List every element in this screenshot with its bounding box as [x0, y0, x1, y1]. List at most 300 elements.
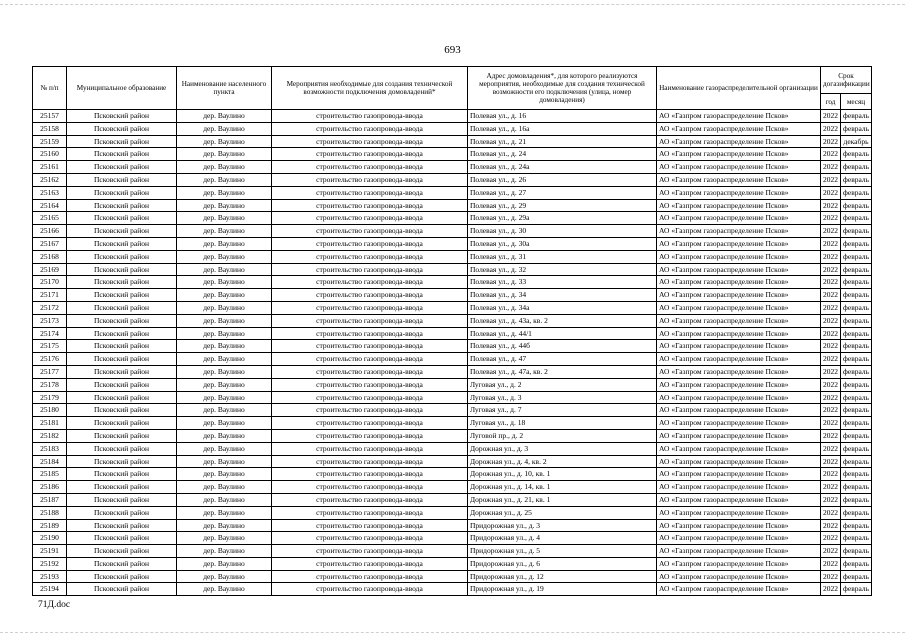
year-cell: 2022 [821, 186, 841, 199]
year-cell: 2022 [821, 583, 841, 596]
locality-cell: дер. Ваулино [177, 519, 272, 532]
table-row [33, 148, 872, 161]
table-row [33, 442, 872, 455]
table-row [33, 404, 872, 417]
month-cell: февраль [841, 212, 872, 225]
year-cell: 2022 [821, 327, 841, 340]
row-number: 25177 [33, 365, 67, 378]
locality-cell: дер. Ваулино [177, 237, 272, 250]
locality-cell: дер. Ваулино [177, 340, 272, 353]
activity-cell: строительство газопровода-ввода [272, 186, 468, 199]
organization-cell: АО «Газпром газораспределение Псков» [657, 237, 821, 250]
organization-cell: АО «Газпром газораспределение Псков» [657, 353, 821, 366]
year-cell: 2022 [821, 545, 841, 558]
activity-cell: строительство газопровода-ввода [272, 314, 468, 327]
year-cell: 2022 [821, 570, 841, 583]
table-row [33, 289, 872, 302]
row-number: 25162 [33, 173, 67, 186]
row-number: 25178 [33, 378, 67, 391]
locality-cell: дер. Ваулино [177, 263, 272, 276]
year-cell: 2022 [821, 442, 841, 455]
address-cell: Полевая ул., д. 33 [468, 276, 657, 289]
table-row [33, 161, 872, 174]
year-cell: 2022 [821, 263, 841, 276]
month-cell: февраль [841, 532, 872, 545]
organization-cell: АО «Газпром газораспределение Псков» [657, 404, 821, 417]
activity-cell: строительство газопровода-ввода [272, 481, 468, 494]
table-row [33, 353, 872, 366]
month-cell: февраль [841, 353, 872, 366]
table-row [33, 365, 872, 378]
activity-cell: строительство газопровода-ввода [272, 404, 468, 417]
page-number: 693 [444, 44, 461, 56]
year-cell: 2022 [821, 340, 841, 353]
organization-cell: АО «Газпром газораспределение Псков» [657, 583, 821, 596]
activity-cell: строительство газопровода-ввода [272, 199, 468, 212]
year-cell: 2022 [821, 378, 841, 391]
organization-cell: АО «Газпром газораспределение Псков» [657, 340, 821, 353]
municipality-cell: Псковский район [67, 199, 177, 212]
table-row [33, 250, 872, 263]
month-cell: февраль [841, 493, 872, 506]
locality-cell: дер. Ваулино [177, 199, 272, 212]
municipality-cell: Псковский район [67, 404, 177, 417]
activity-cell: строительство газопровода-ввода [272, 173, 468, 186]
address-cell: Придорожная ул., д. 5 [468, 545, 657, 558]
organization-cell: АО «Газпром газораспределение Псков» [657, 506, 821, 519]
organization-cell: АО «Газпром газораспределение Псков» [657, 429, 821, 442]
locality-cell: дер. Ваулино [177, 378, 272, 391]
year-cell: 2022 [821, 481, 841, 494]
table-row [33, 199, 872, 212]
address-cell: Придорожная ул., д. 3 [468, 519, 657, 532]
row-number: 25168 [33, 250, 67, 263]
municipality-cell: Псковский район [67, 110, 177, 123]
activity-cell: строительство газопровода-ввода [272, 365, 468, 378]
organization-cell: АО «Газпром газораспределение Псков» [657, 199, 821, 212]
address-cell: Полевая ул., д. 26 [468, 173, 657, 186]
row-number: 25194 [33, 583, 67, 596]
month-cell: февраль [841, 570, 872, 583]
row-number: 25173 [33, 314, 67, 327]
activity-cell: строительство газопровода-ввода [272, 519, 468, 532]
month-cell: февраль [841, 263, 872, 276]
organization-cell: АО «Газпром газораспределение Псков» [657, 212, 821, 225]
table-row [33, 506, 872, 519]
row-number: 25170 [33, 276, 67, 289]
activity-cell: строительство газопровода-ввода [272, 557, 468, 570]
address-cell: Луговой пр., д. 2 [468, 429, 657, 442]
header-num: № п/п [33, 67, 67, 110]
table-row [33, 276, 872, 289]
year-cell: 2022 [821, 365, 841, 378]
year-cell: 2022 [821, 455, 841, 468]
municipality-cell: Псковский район [67, 557, 177, 570]
organization-cell: АО «Газпром газораспределение Псков» [657, 365, 821, 378]
locality-cell: дер. Ваулино [177, 161, 272, 174]
municipality-cell: Псковский район [67, 493, 177, 506]
organization-cell: АО «Газпром газораспределение Псков» [657, 186, 821, 199]
month-cell: февраль [841, 110, 872, 123]
month-cell: февраль [841, 340, 872, 353]
year-cell: 2022 [821, 391, 841, 404]
activity-cell: строительство газопровода-ввода [272, 570, 468, 583]
table-row [33, 532, 872, 545]
activity-cell: строительство газопровода-ввода [272, 237, 468, 250]
activity-cell: строительство газопровода-ввода [272, 417, 468, 430]
month-cell: февраль [841, 481, 872, 494]
table-row [33, 481, 872, 494]
address-cell: Луговая ул., д. 2 [468, 378, 657, 391]
municipality-cell: Псковский район [67, 135, 177, 148]
municipality-cell: Псковский район [67, 442, 177, 455]
year-cell: 2022 [821, 173, 841, 186]
row-number: 25164 [33, 199, 67, 212]
address-cell: Луговая ул., д. 7 [468, 404, 657, 417]
locality-cell: дер. Ваулино [177, 365, 272, 378]
locality-cell: дер. Ваулино [177, 173, 272, 186]
row-number: 25188 [33, 506, 67, 519]
address-cell: Полевая ул., д. 44/1 [468, 327, 657, 340]
table-row [33, 135, 872, 148]
organization-cell: АО «Газпром газораспределение Псков» [657, 276, 821, 289]
row-number: 25169 [33, 263, 67, 276]
address-cell: Придорожная ул., д. 12 [468, 570, 657, 583]
month-cell: февраль [841, 173, 872, 186]
activity-cell: строительство газопровода-ввода [272, 327, 468, 340]
municipality-cell: Псковский район [67, 122, 177, 135]
locality-cell: дер. Ваулино [177, 122, 272, 135]
year-cell: 2022 [821, 417, 841, 430]
row-number: 25160 [33, 148, 67, 161]
year-cell: 2022 [821, 493, 841, 506]
organization-cell: АО «Газпром газораспределение Псков» [657, 148, 821, 161]
municipality-cell: Псковский район [67, 455, 177, 468]
organization-cell: АО «Газпром газораспределение Псков» [657, 481, 821, 494]
municipality-cell: Псковский район [67, 378, 177, 391]
table-row [33, 186, 872, 199]
organization-cell: АО «Газпром газораспределение Псков» [657, 391, 821, 404]
table-row [33, 455, 872, 468]
row-number: 25191 [33, 545, 67, 558]
locality-cell: дер. Ваулино [177, 135, 272, 148]
municipality-cell: Псковский район [67, 583, 177, 596]
locality-cell: дер. Ваулино [177, 583, 272, 596]
municipality-cell: Псковский район [67, 161, 177, 174]
activity-cell: строительство газопровода-ввода [272, 455, 468, 468]
activity-cell: строительство газопровода-ввода [272, 135, 468, 148]
activity-cell: строительство газопровода-ввода [272, 289, 468, 302]
address-cell: Полевая ул., д. 30 [468, 225, 657, 238]
table-row [33, 301, 872, 314]
locality-cell: дер. Ваулино [177, 212, 272, 225]
municipality-cell: Псковский район [67, 301, 177, 314]
table-row [33, 212, 872, 225]
row-number: 25179 [33, 391, 67, 404]
address-cell: Придорожная ул., д. 6 [468, 557, 657, 570]
row-number: 25166 [33, 225, 67, 238]
locality-cell: дер. Ваулино [177, 225, 272, 238]
table-row [33, 314, 872, 327]
year-cell: 2022 [821, 110, 841, 123]
row-number: 25175 [33, 340, 67, 353]
header-term: Срок догазификации [821, 67, 872, 94]
month-cell: февраль [841, 365, 872, 378]
municipality-cell: Псковский район [67, 237, 177, 250]
municipality-cell: Псковский район [67, 276, 177, 289]
municipality-cell: Псковский район [67, 545, 177, 558]
month-cell: февраль [841, 122, 872, 135]
organization-cell: АО «Газпром газораспределение Псков» [657, 378, 821, 391]
address-cell: Полевая ул., д. 47а, кв. 2 [468, 365, 657, 378]
locality-cell: дер. Ваулино [177, 327, 272, 340]
month-cell: февраль [841, 314, 872, 327]
year-cell: 2022 [821, 148, 841, 161]
address-cell: Придорожная ул., д. 4 [468, 532, 657, 545]
row-number: 25190 [33, 532, 67, 545]
month-cell: февраль [841, 327, 872, 340]
month-cell: февраль [841, 250, 872, 263]
activity-cell: строительство газопровода-ввода [272, 225, 468, 238]
year-cell: 2022 [821, 429, 841, 442]
month-cell: февраль [841, 225, 872, 238]
activity-cell: строительство газопровода-ввода [272, 340, 468, 353]
locality-cell: дер. Ваулино [177, 110, 272, 123]
row-number: 25158 [33, 122, 67, 135]
activity-cell: строительство газопровода-ввода [272, 545, 468, 558]
municipality-cell: Псковский район [67, 263, 177, 276]
month-cell: февраль [841, 557, 872, 570]
month-cell: февраль [841, 301, 872, 314]
month-cell: февраль [841, 429, 872, 442]
month-cell: февраль [841, 583, 872, 596]
row-number: 25167 [33, 237, 67, 250]
organization-cell: АО «Газпром газораспределение Псков» [657, 122, 821, 135]
activity-cell: строительство газопровода-ввода [272, 583, 468, 596]
row-number: 25180 [33, 404, 67, 417]
organization-cell: АО «Газпром газораспределение Псков» [657, 110, 821, 123]
table-row [33, 225, 872, 238]
month-cell: февраль [841, 276, 872, 289]
row-number: 25174 [33, 327, 67, 340]
row-number: 25184 [33, 455, 67, 468]
table-row [33, 583, 872, 596]
municipality-cell: Псковский район [67, 225, 177, 238]
activity-cell: строительство газопровода-ввода [272, 532, 468, 545]
header-locality: Наименование населенного пункта [177, 67, 272, 110]
month-cell: февраль [841, 161, 872, 174]
locality-cell: дер. Ваулино [177, 481, 272, 494]
year-cell: 2022 [821, 557, 841, 570]
address-cell: Придорожная ул., д. 19 [468, 583, 657, 596]
row-number: 25187 [33, 493, 67, 506]
locality-cell: дер. Ваулино [177, 353, 272, 366]
table-row [33, 110, 872, 123]
row-number: 25172 [33, 301, 67, 314]
address-cell: Полевая ул., д. 34 [468, 289, 657, 302]
activity-cell: строительство газопровода-ввода [272, 506, 468, 519]
month-cell: февраль [841, 237, 872, 250]
row-number: 25165 [33, 212, 67, 225]
organization-cell: АО «Газпром газораспределение Псков» [657, 493, 821, 506]
activity-cell: строительство газопровода-ввода [272, 493, 468, 506]
activity-cell: строительство газопровода-ввода [272, 468, 468, 481]
municipality-cell: Псковский район [67, 365, 177, 378]
month-cell: февраль [841, 519, 872, 532]
municipality-cell: Псковский район [67, 570, 177, 583]
organization-cell: АО «Газпром газораспределение Псков» [657, 570, 821, 583]
header-organization: Наименование газораспределительной организации [657, 67, 821, 110]
address-cell: Полевая ул., д. 24 [468, 148, 657, 161]
municipality-cell: Псковский район [67, 212, 177, 225]
header-year: год [821, 94, 841, 110]
year-cell: 2022 [821, 212, 841, 225]
table-row [33, 237, 872, 250]
year-cell: 2022 [821, 199, 841, 212]
row-number: 25185 [33, 468, 67, 481]
scan-edge-top [0, 4, 905, 6]
year-cell: 2022 [821, 301, 841, 314]
table-body [33, 110, 872, 596]
activity-cell: строительство газопровода-ввода [272, 429, 468, 442]
row-number: 25159 [33, 135, 67, 148]
activity-cell: строительство газопровода-ввода [272, 263, 468, 276]
activity-cell: строительство газопровода-ввода [272, 161, 468, 174]
locality-cell: дер. Ваулино [177, 532, 272, 545]
row-number: 25163 [33, 186, 67, 199]
year-cell: 2022 [821, 353, 841, 366]
locality-cell: дер. Ваулино [177, 570, 272, 583]
activity-cell: строительство газопровода-ввода [272, 276, 468, 289]
year-cell: 2022 [821, 404, 841, 417]
locality-cell: дер. Ваулино [177, 250, 272, 263]
table-row [33, 378, 872, 391]
table-row [33, 468, 872, 481]
address-cell: Луговая ул., д. 3 [468, 391, 657, 404]
organization-cell: АО «Газпром газораспределение Псков» [657, 173, 821, 186]
header-activity: Мероприятия необходимые для создания технической возможности подключения домовладений* [272, 67, 468, 110]
activity-cell: строительство газопровода-ввода [272, 110, 468, 123]
municipality-cell: Псковский район [67, 340, 177, 353]
municipality-cell: Псковский район [67, 148, 177, 161]
address-cell: Луговая ул., д. 18 [468, 417, 657, 430]
address-cell: Полевая ул., д. 47 [468, 353, 657, 366]
locality-cell: дер. Ваулино [177, 404, 272, 417]
year-cell: 2022 [821, 237, 841, 250]
activity-cell: строительство газопровода-ввода [272, 212, 468, 225]
municipality-cell: Псковский район [67, 173, 177, 186]
table-row [33, 327, 872, 340]
organization-cell: АО «Газпром газораспределение Псков» [657, 250, 821, 263]
locality-cell: дер. Ваулино [177, 301, 272, 314]
table-row [33, 545, 872, 558]
address-cell: Полевая ул., д. 32 [468, 263, 657, 276]
locality-cell: дер. Ваулино [177, 506, 272, 519]
locality-cell: дер. Ваулино [177, 557, 272, 570]
locality-cell: дер. Ваулино [177, 289, 272, 302]
year-cell: 2022 [821, 161, 841, 174]
organization-cell: АО «Газпром газораспределение Псков» [657, 263, 821, 276]
month-cell: февраль [841, 417, 872, 430]
organization-cell: АО «Газпром газораспределение Псков» [657, 455, 821, 468]
municipality-cell: Псковский район [67, 429, 177, 442]
municipality-cell: Псковский район [67, 289, 177, 302]
year-cell: 2022 [821, 250, 841, 263]
municipality-cell: Псковский район [67, 481, 177, 494]
locality-cell: дер. Ваулино [177, 468, 272, 481]
organization-cell: АО «Газпром газораспределение Псков» [657, 532, 821, 545]
locality-cell: дер. Ваулино [177, 314, 272, 327]
address-cell: Полевая ул., д. 24а [468, 161, 657, 174]
municipality-cell: Псковский район [67, 468, 177, 481]
month-cell: декабрь [841, 135, 872, 148]
address-cell: Дорожная ул., д. 21, кв. 1 [468, 493, 657, 506]
activity-cell: строительство газопровода-ввода [272, 378, 468, 391]
month-cell: февраль [841, 289, 872, 302]
locality-cell: дер. Ваулино [177, 493, 272, 506]
municipality-cell: Псковский район [67, 186, 177, 199]
locality-cell: дер. Ваулино [177, 186, 272, 199]
address-cell: Полевая ул., д. 29а [468, 212, 657, 225]
organization-cell: АО «Газпром газораспределение Псков» [657, 225, 821, 238]
address-cell: Полевая ул., д. 16а [468, 122, 657, 135]
month-cell: февраль [841, 391, 872, 404]
activity-cell: строительство газопровода-ввода [272, 301, 468, 314]
gasification-table [32, 66, 872, 596]
municipality-cell: Псковский район [67, 327, 177, 340]
month-cell: февраль [841, 199, 872, 212]
month-cell: февраль [841, 404, 872, 417]
year-cell: 2022 [821, 225, 841, 238]
footer-filename: 71Д.doc [38, 600, 71, 610]
organization-cell: АО «Газпром газораспределение Псков» [657, 314, 821, 327]
address-cell: Полевая ул., д. 44б [468, 340, 657, 353]
table-row [33, 417, 872, 430]
address-cell: Дорожная ул., д. 3 [468, 442, 657, 455]
activity-cell: строительство газопровода-ввода [272, 353, 468, 366]
row-number: 25192 [33, 557, 67, 570]
address-cell: Дорожная ул., д. 25 [468, 506, 657, 519]
activity-cell: строительство газопровода-ввода [272, 250, 468, 263]
organization-cell: АО «Газпром газораспределение Псков» [657, 557, 821, 570]
locality-cell: дер. Ваулино [177, 455, 272, 468]
month-cell: февраль [841, 545, 872, 558]
row-number: 25176 [33, 353, 67, 366]
year-cell: 2022 [821, 135, 841, 148]
header-month: месяц [841, 94, 872, 110]
month-cell: февраль [841, 506, 872, 519]
municipality-cell: Псковский район [67, 391, 177, 404]
organization-cell: АО «Газпром газораспределение Псков» [657, 135, 821, 148]
month-cell: февраль [841, 468, 872, 481]
organization-cell: АО «Газпром газораспределение Псков» [657, 519, 821, 532]
table-row [33, 263, 872, 276]
organization-cell: АО «Газпром газораспределение Псков» [657, 289, 821, 302]
table-row [33, 519, 872, 532]
municipality-cell: Псковский район [67, 417, 177, 430]
locality-cell: дер. Ваулино [177, 429, 272, 442]
municipality-cell: Псковский район [67, 506, 177, 519]
row-number: 25157 [33, 110, 67, 123]
locality-cell: дер. Ваулино [177, 276, 272, 289]
address-cell: Полевая ул., д. 31 [468, 250, 657, 263]
address-cell: Полевая ул., д. 30а [468, 237, 657, 250]
organization-cell: АО «Газпром газораспределение Псков» [657, 442, 821, 455]
year-cell: 2022 [821, 532, 841, 545]
address-cell: Дорожная ул., д. 10, кв. 1 [468, 468, 657, 481]
header-address: Адрес домовладения*, для которого реализуются мероприятия, необходимые для создания технической возможности его подключения (улица, номер домовладения) [468, 67, 657, 110]
locality-cell: дер. Ваулино [177, 545, 272, 558]
